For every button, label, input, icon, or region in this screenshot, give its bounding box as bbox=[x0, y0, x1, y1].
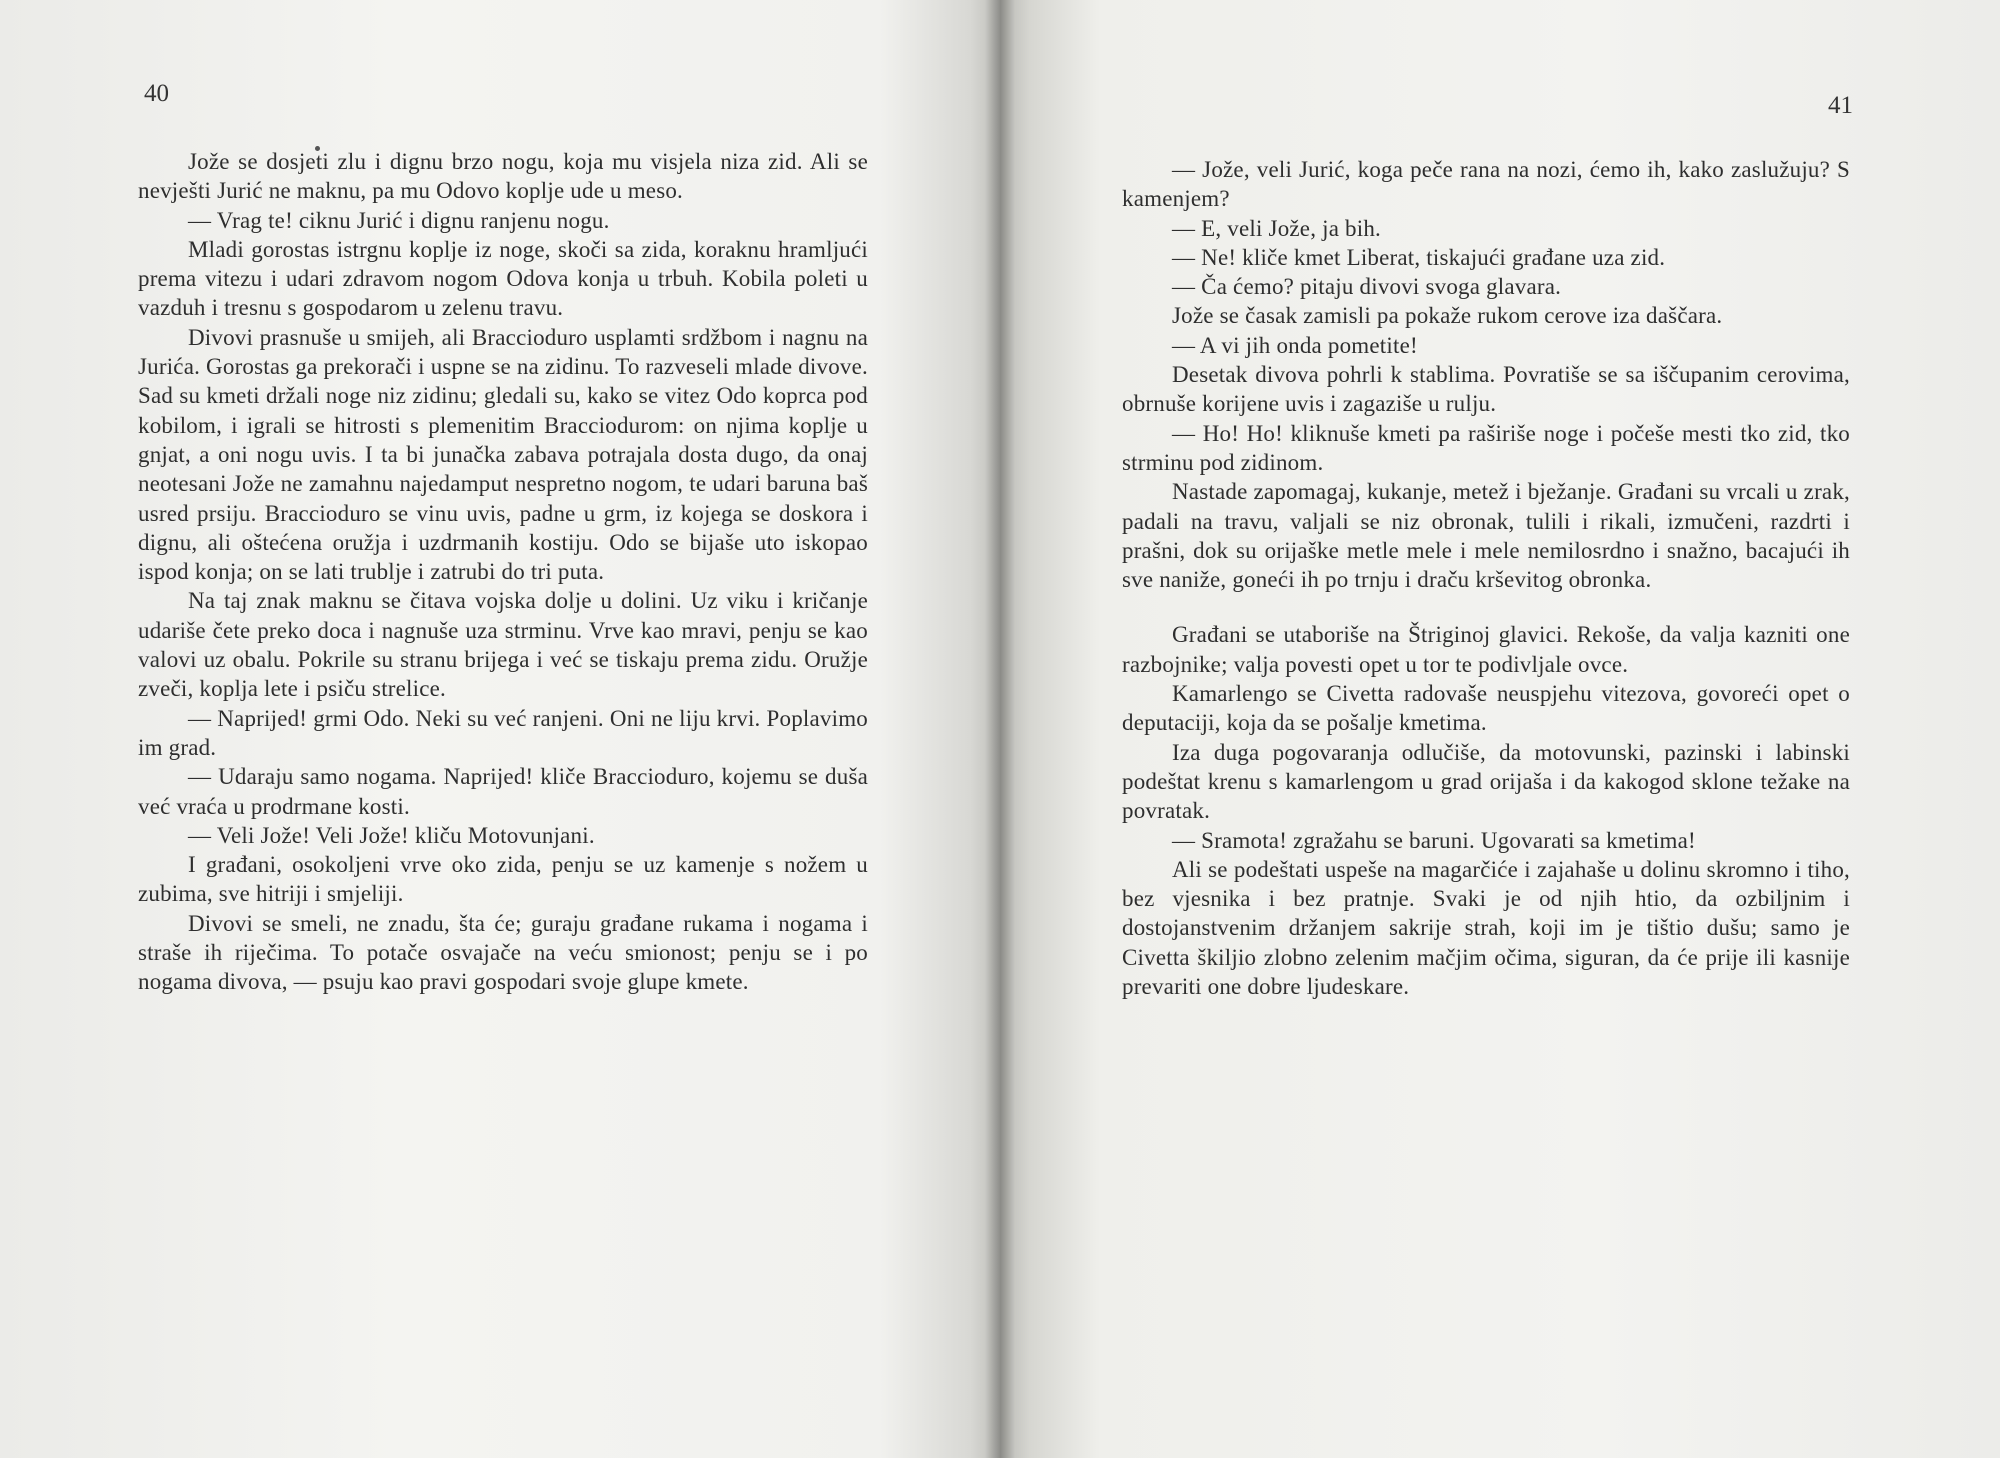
paragraph: Divovi prasnuše u smijeh, ali Braccioduro usplamti srdžbom i nagnu na Jurića. Gorostas ga prekorači i uspne se na zidinu. To razveseli mlade divove. Sad su kmeti držali noge niz zidinu; gledali su, kako se vitez Odo koprca pod kobilom, i igrali se hitrosti s plemenitim Bracciodurom: on njima koplje u gnjat, a oni nogu uvis. I ta bi junačka zabava potrajala dosta dugo, da onaj neotesani Jože ne zamahnu najedamput nespretno nogom, te udari baruna baš usred prsiju. Braccioduro se vinu uvis, padne u grm, iz kojega se doskora i dignu, ali oštećena oružja i uzdrmanih kostiju. Odo se bijaše uto iskopao ispod konja; on se lati trublje i zatrubi do tri puta. bbox=[138, 324, 868, 585]
paragraph: — Veli Jože! Veli Jože! kliču Motovunjani. bbox=[188, 822, 595, 848]
right-page-text bbox=[1122, 155, 1850, 1001]
right-page bbox=[1000, 0, 2000, 1458]
left-page-text bbox=[138, 147, 868, 997]
paragraph: Divovi se smeli, ne znadu, šta će; guraju građane rukama i nogama i straše ih riječima. To potače osvajače na veću smionost; penju se i po nogama divova, — psuju kao pravi gospodari svoje glupe kmete. bbox=[138, 910, 868, 995]
paragraph: — Jože, veli Jurić, koga peče rana na nozi, ćemo ih, kako zaslužuju? S kamenjem? bbox=[1122, 157, 1850, 212]
paragraph: — Ho! Ho! kliknuše kmeti pa raširiše noge i počeše mesti tko zid, tko strminu pod zidinom. bbox=[1122, 420, 1850, 475]
paragraph: — Sramota! zgražahu se baruni. Ugovarati sa kmetima! bbox=[1172, 827, 1696, 853]
paragraph: — Udaraju samo nogama. Naprijed! kliče Braccioduro, kojemu se duša već vraća u prodrmane kosti. bbox=[138, 764, 868, 819]
paragraph: — E, veli Jože, ja bih. bbox=[1172, 215, 1381, 241]
paragraph: — Ne! kliče kmet Liberat, tiskajući građane uza zid. bbox=[1172, 244, 1666, 270]
paragraph: Jože se časak zamisli pa pokaže rukom cerove iza daščara. bbox=[1172, 303, 1723, 329]
book-gutter bbox=[985, 0, 1015, 1458]
paragraph: — Ča ćemo? pitaju divovi svoga glavara. bbox=[1172, 274, 1562, 300]
paragraph: Ali se podeštati uspeše na magarčiće i zajahaše u dolinu skromno i tiho, bez vjesnika i bez pratnje. Svaki je od njih htio, da ozbiljnim i dostojanstvenim držanjem sakrije strah, koji im je tištio dušu; samo je Civetta škiljio zlobno zelenim mačjim očima, siguran, da će prije ili kasnije prevariti one dobre ljudeskare. bbox=[1122, 856, 1850, 1000]
paragraph: I građani, osokoljeni vrve oko zida, penju se uz kamenje s nožem u zubima, sve hitriji i smjeliji. bbox=[138, 852, 868, 907]
paragraph: Desetak divova pohrli k stablima. Povratiše se sa iščupanim cerovima, obrnuše korijene uvis i zagaziše u rulju. bbox=[1122, 362, 1850, 417]
paragraph: — Naprijed! grmi Odo. Neki su već ranjeni. Oni ne liju krvi. Poplavimo im grad. bbox=[138, 705, 868, 760]
paragraph: — A vi jih onda pometite! bbox=[1172, 332, 1418, 358]
paragraph: Iza duga pogovaranja odlučiše, da motovunski, pazinski i labinski podeštat krenu s kamarlengom u grad orijaša i da kakogod sklone težake na povratak. bbox=[1122, 739, 1850, 824]
paragraph: — Vrag te! ciknu Jurić i dignu ranjenu nogu. bbox=[188, 207, 610, 233]
paragraph: Građani se utaboriše na Štriginoj glavici. Rekoše, da valja kazniti one razbojnike; valja povesti opet u tor te podivljale ovce. bbox=[1122, 622, 1850, 677]
page-number-right: 41 bbox=[1828, 92, 1853, 119]
paragraph: Jože se dosjeti zlu i dignu brzo nogu, koja mu visjela niza zid. Ali se nevješti Jurić ne maknu, pa mu Odovo koplje ude u meso. bbox=[138, 149, 868, 204]
paragraph: Na taj znak maknu se čitava vojska dolje u dolini. Uz viku i kričanje udariše čete preko doca i nagnuše uza strminu. Vrve kao mravi, penju se kao valovi uz obalu. Pokrile su stranu brijega i već se tiskaju prema zidu. Oružje zveči, koplja lete i psiču strelice. bbox=[138, 588, 868, 702]
paragraph: Kamarlengo se Civetta radovaše neuspjehu vitezova, govoreći opet o deputaciji, koja da se pošalje kmetima. bbox=[1122, 681, 1850, 736]
paragraph: Mladi gorostas istrgnu koplje iz noge, skoči sa zida, koraknu hramljući prema vitezu i udari zdravom nogom Odova konja u trbuh. Kobila poleti u vazduh i tresnu s gospodarom u zelenu travu. bbox=[138, 236, 868, 321]
paragraph: Nastade zapomagaj, kukanje, metež i bježanje. Građani su vrcali u zrak, padali na travu, valjali se niz obronak, tulili i rikali, izmučeni, razdrti i prašni, dok su orijaške metle mele i mele nemilosrdno i snažno, bacajući ih sve naniže, goneći ih po trnju i draču krševitog obronka. bbox=[1122, 479, 1850, 593]
page-number-left: 40 bbox=[144, 80, 169, 107]
